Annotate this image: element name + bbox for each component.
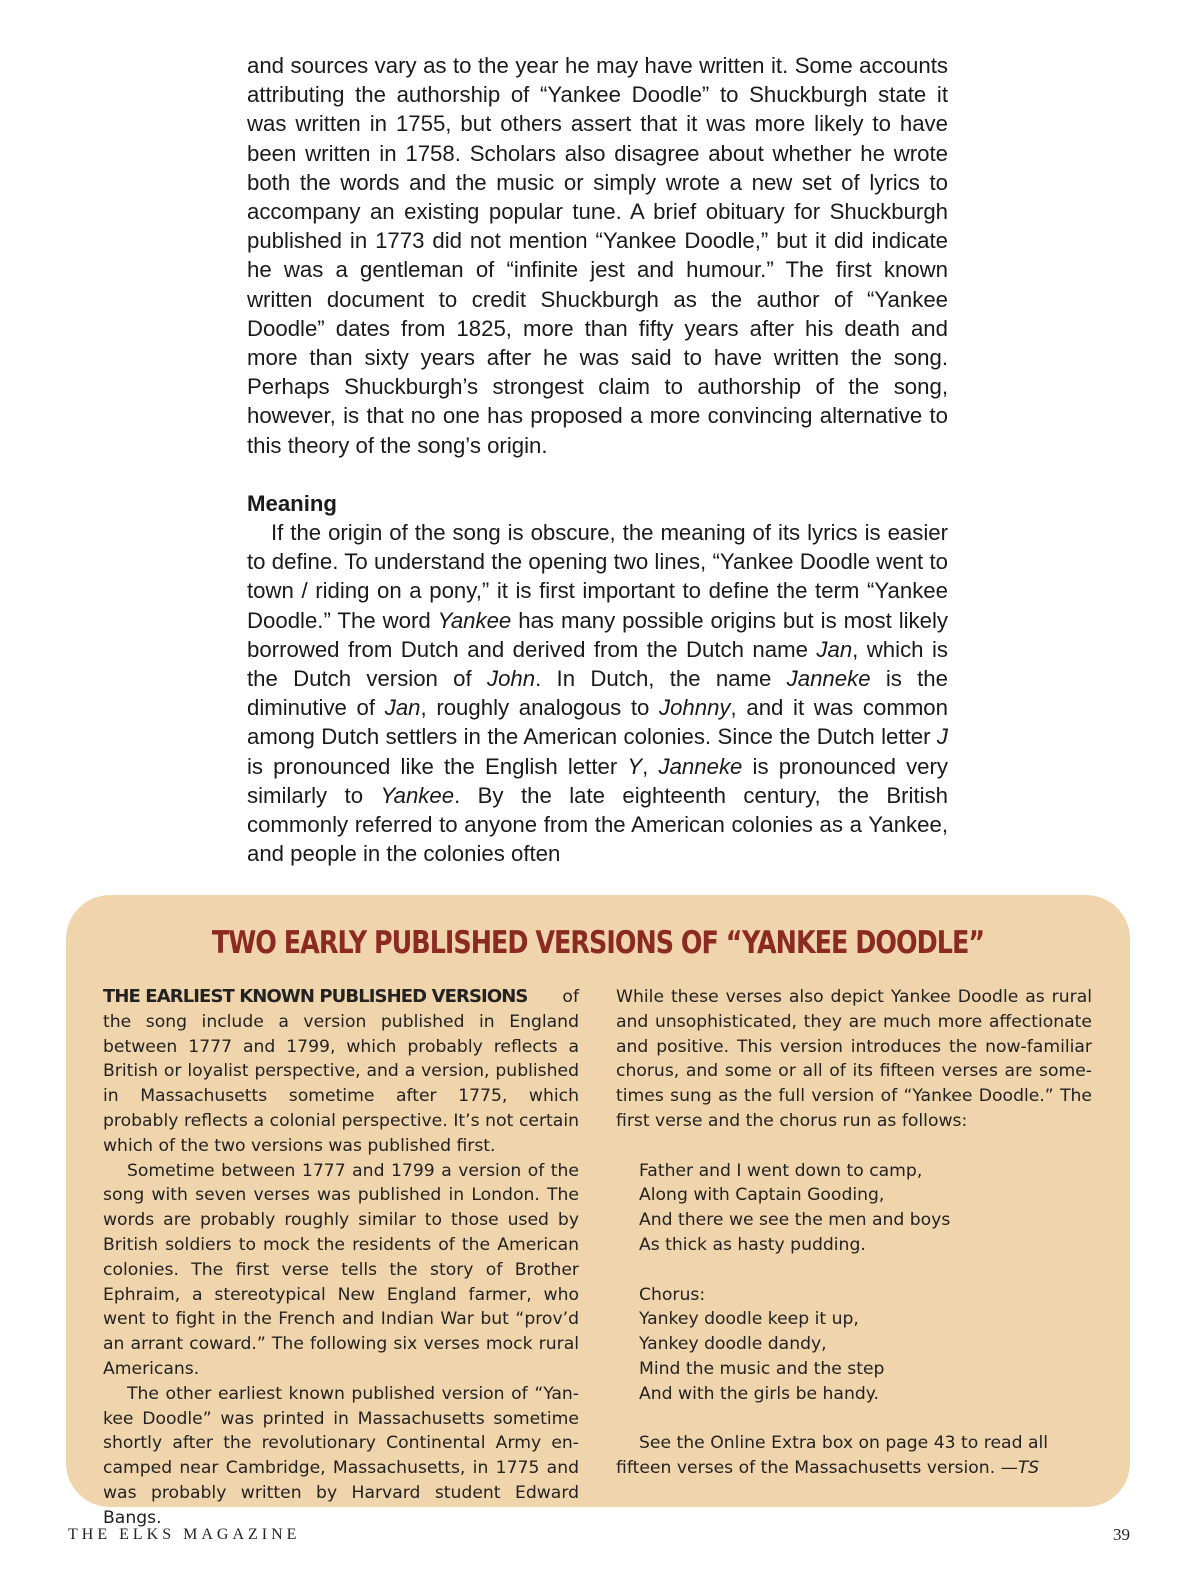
footer-magazine-name: THE ELKS MAGAZINE [68, 1526, 301, 1543]
sidebar-title: TWO EARLY PUBLISHED VERSIONS OF “YANKEE DOODLE” [211, 925, 985, 961]
paragraph-authorship: and sources vary as to the year he may have written it. Some accounts attributing the authorship of “Yankee Doodle” to Shuckburgh state it was written in 1755, but others assert that it was more likely to have been written in 1758. Scholars also disagree about whether he wrote both the words and the music or simply wrote a new set of lyrics to accompany an existing popular tune. A brief obituary for Shuckburgh published in 1773 did not mention “Yankee Doodle,” but it did indicate he was a gentleman of “infinite jest and humour.” The first known written document to credit Shuckburgh as the author of “Yankee Doodle” dates from 1825, more than fifty years after his death and more than sixty years after he was said to have written the song. Perhaps Shuckburgh’s strongest claim to authorship of the song, however, is that no one has proposed a more convincing alternative to this theory of the song’s origin. [247, 53, 948, 458]
spacer [616, 1258, 1092, 1283]
verse-block [616, 1159, 1092, 1258]
verse-line: Along with Captain Gooding, [639, 1185, 885, 1206]
sidebar-right-column [616, 985, 1092, 1481]
spacer [616, 1134, 1092, 1159]
section-heading-meaning: Meaning [247, 490, 337, 516]
sidebar-box [66, 895, 1130, 1528]
chorus-line: Yankey doodle keep it up, [639, 1309, 859, 1330]
lead-in: THE EARLIEST KNOWN PUBLISHED VERSIONS [103, 986, 528, 1007]
chorus-line: Mind the music and the step [639, 1358, 885, 1379]
spacer [616, 1407, 1092, 1432]
verse-line: As thick as hasty pudding. [639, 1234, 866, 1255]
chorus-block [616, 1283, 1092, 1407]
sidebar-paragraph: Sometime between 1777 and 1799 a version of the song with seven verses was published in London. The words are probably roughly similar to those used by British soldiers to mock the residents of the American colonies. The first verse tells the story of Brother Ephraim, a stereotypical New England farmer, who went to fight in the French and Indian War but “prov’d an arrant coward.” The following six verses mock rural Americans. [103, 1160, 579, 1379]
verse-line: And there we see the men and boys [639, 1210, 951, 1231]
chorus-line: And with the girls be handy. [639, 1383, 879, 1404]
page-number: 39 [1113, 1525, 1130, 1544]
article-body [247, 51, 948, 868]
verse-line: Father and I went down to camp, [639, 1160, 923, 1181]
sidebar-paragraph: While these verses also depict Yankee Doodle as rural and unsophisticated, they are much more affectionate and positive. This version introduces the now-familiar chorus, and some or all of its fifteen verses are sometimes sung as the full version of “Yankee Doodle.” The first verse and the chorus run as follows: [616, 987, 1092, 1131]
sidebar-left-column [103, 985, 579, 1531]
sidebar-paragraph: THE EARLIEST KNOWN PUBLISHED VERSIONS of the song include a version published in England between 1777 and 1799, which probably reflects a British or loyalist perspective, and a version, published in Massachusetts sometime after 1775, which probably reflects a colonial perspective. It’s not certain which of the two versions was published first. [103, 986, 579, 1156]
author-signature: TS [1017, 1458, 1040, 1479]
paragraph-meaning: If the origin of the song is obscure, the meaning of its lyrics is easier to define. To understand the opening two lines, “Yankee Doodle went to town / riding on a pony,” it is first important to define the term “Yankee Doodle.” The word Yankee has many possible origins but is most likely borrowed from Dutch and derived from the Dutch name Jan, which is the Dutch version of John. In Dutch, the name Janneke is the diminutive of Jan, roughly analogous to Johnny, and it was common among Dutch settlers in the American colonies. Since the Dutch letter J is pronounced like the English letter Y, Janneke is pronounced very similarly to Yankee. By the late eighteenth century, the British commonly referred to anyone from the American colonies as a Yankee, and people in the colonies often [247, 520, 949, 867]
chorus-label: Chorus: [639, 1284, 706, 1305]
sidebar-paragraph: The other earliest known published version of “Yankee Doodle” was printed in Massachusetts sometime shortly after the revolutionary Continental Army encamped near Cambridge, Massachusetts, in 1775 and was probably written by Harvard student Edward Bangs. [103, 1383, 579, 1528]
chorus-line: Yankey doodle dandy, [639, 1334, 827, 1355]
online-extra-note: See the Online Extra box on page 43 to read all fifteen verses of the Massachusetts version. —TS [616, 1433, 1049, 1479]
